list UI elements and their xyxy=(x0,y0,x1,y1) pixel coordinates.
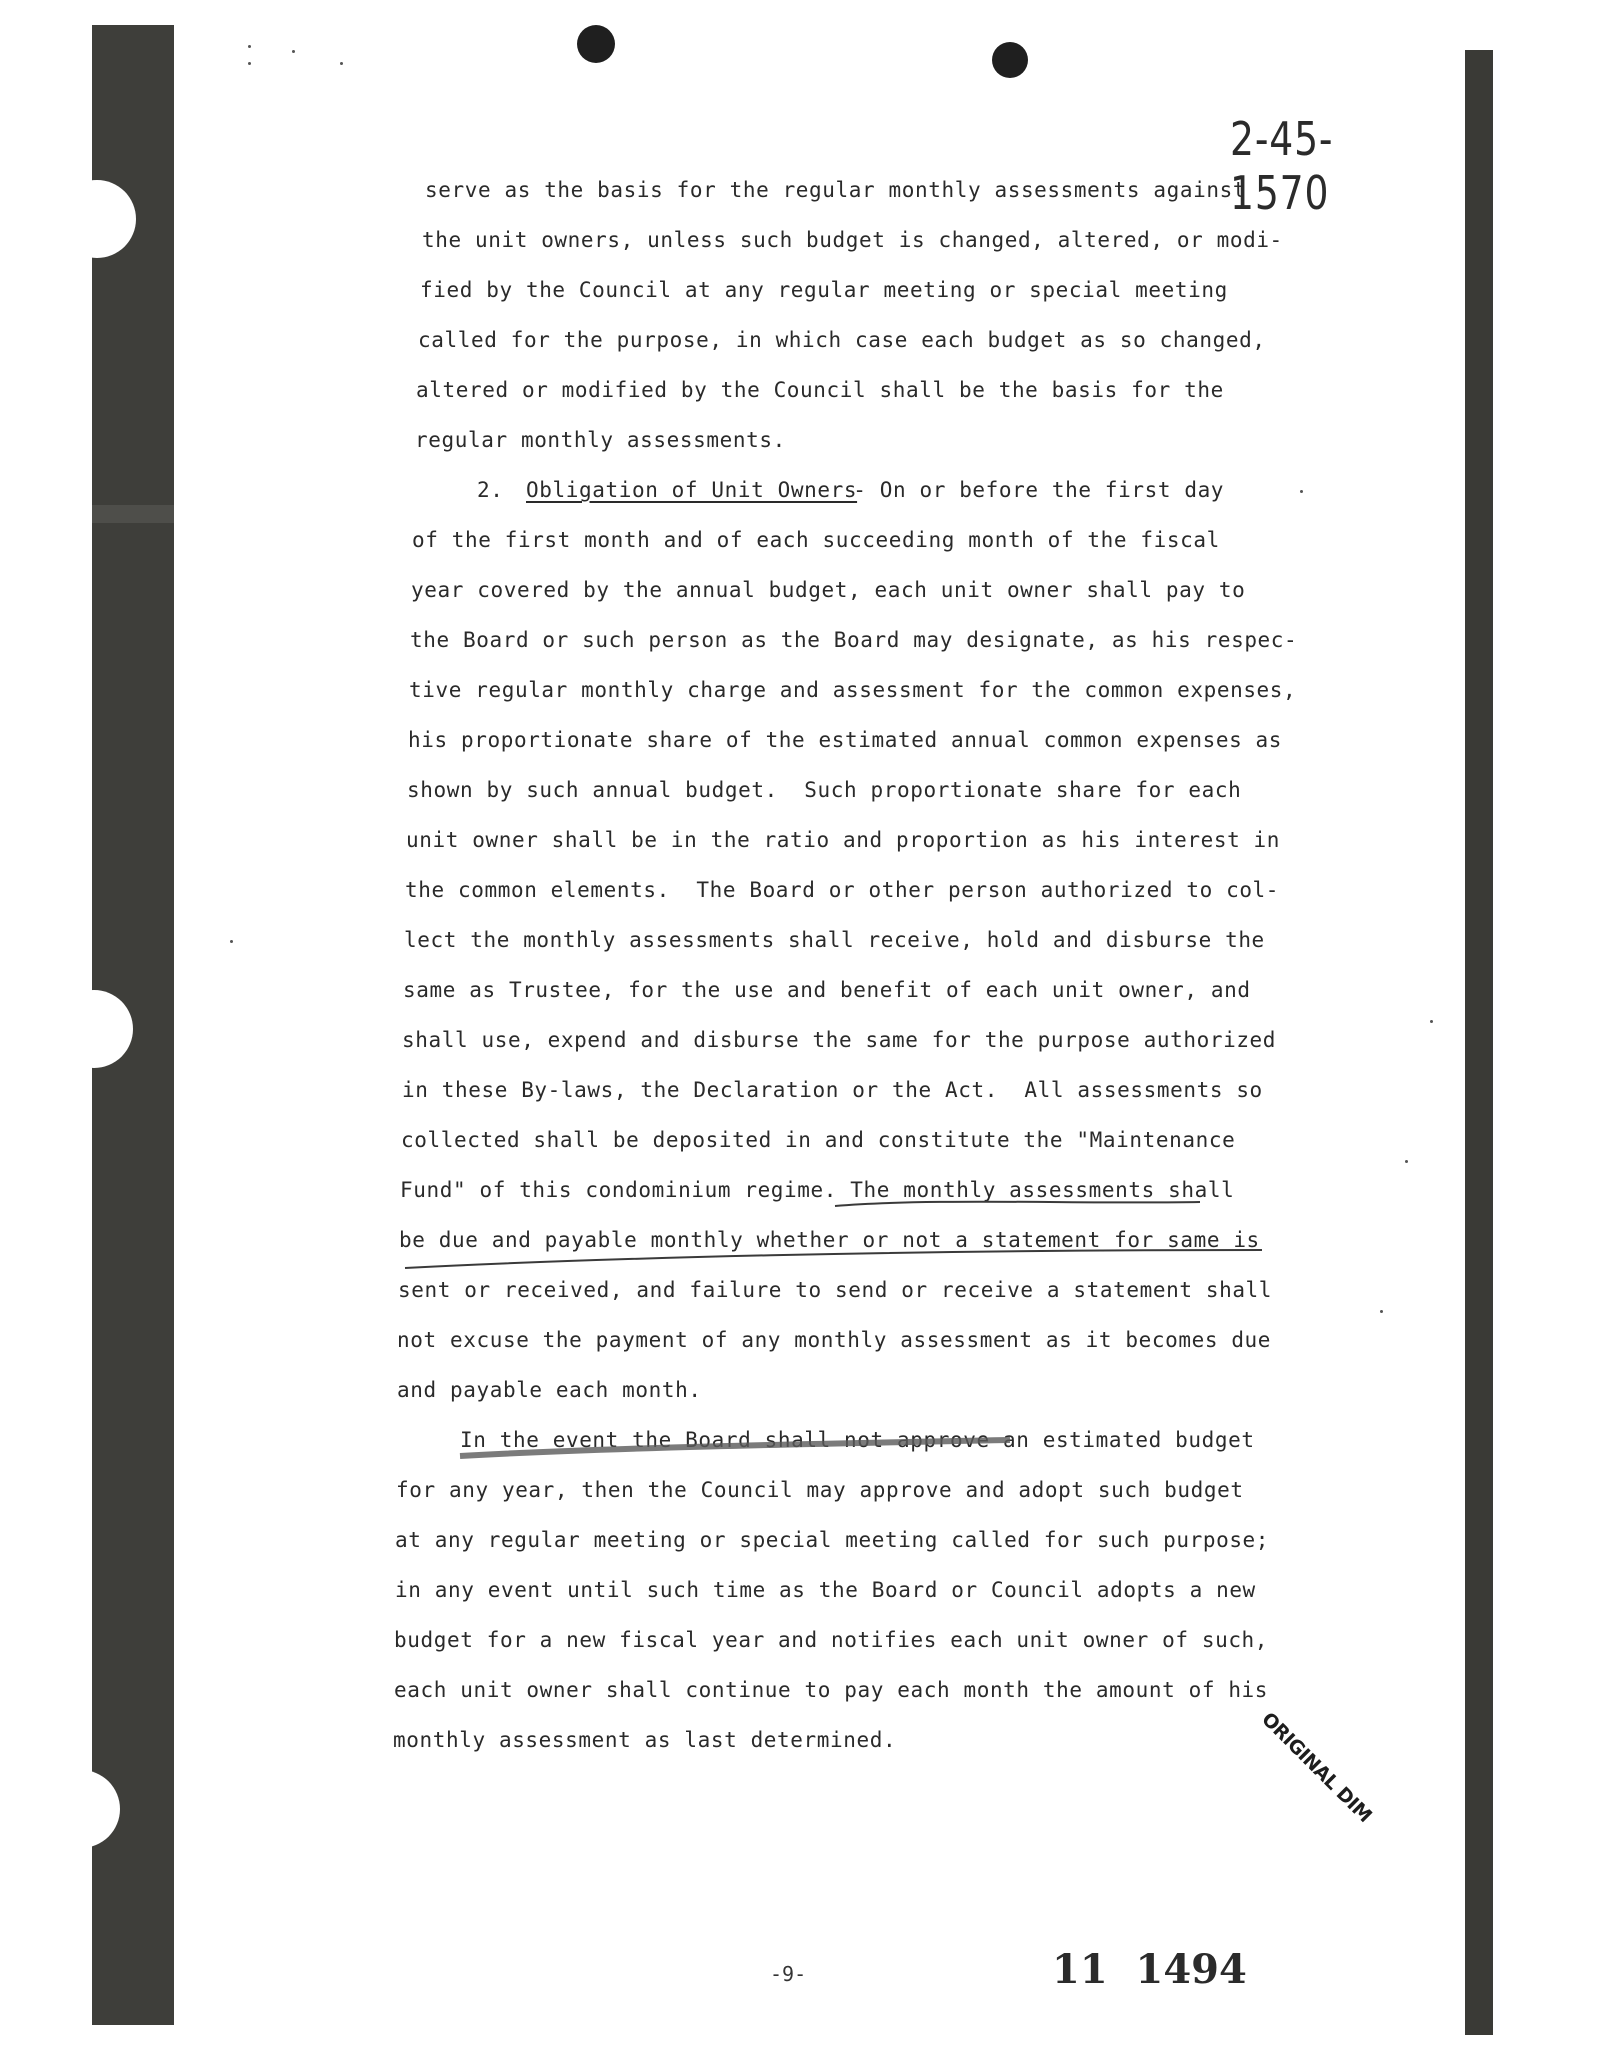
body-line: In the event the Board shall not approve an estimated budget xyxy=(460,1428,1255,1452)
body-line: regular monthly assessments. xyxy=(415,428,786,452)
body-line: serve as the basis for the regular monthly assessments against xyxy=(425,178,1247,202)
body-line: monthly assessment as last determined. xyxy=(393,1728,897,1752)
body-line: fied by the Council at any regular meeting or special meeting xyxy=(420,278,1228,302)
section-heading: Obligation of Unit Owners xyxy=(526,478,858,502)
body-line: the unit owners, unless such budget is changed, altered, or modi- xyxy=(422,228,1283,252)
original-stamp: ORIGINAL DIM xyxy=(1257,1708,1376,1827)
body-line: at any regular meeting or special meeting called for such purpose; xyxy=(395,1528,1270,1552)
page-number: -9- xyxy=(770,1962,807,1986)
book-page-number: 11 1494 xyxy=(1052,1946,1247,1993)
body-line: tive regular monthly charge and assessment for the common expenses, xyxy=(409,678,1297,702)
body-line: same as Trustee, for the use and benefit of each unit owner, and xyxy=(403,978,1251,1002)
body-line: collected shall be deposited in and constitute the "Maintenance xyxy=(401,1128,1236,1152)
body-line: in any event until such time as the Board or Council adopts a new xyxy=(395,1578,1256,1602)
body-line: his proportionate share of the estimated annual common expenses as xyxy=(408,728,1283,752)
body-line: for any year, then the Council may approve and adopt such budget xyxy=(396,1478,1244,1502)
body-line: be due and payable monthly whether or not a statement for same is xyxy=(399,1228,1260,1252)
body-line: the common elements. The Board or other person authorized to col- xyxy=(405,878,1280,902)
body-line: budget for a new fiscal year and notifies each unit owner of such, xyxy=(394,1628,1269,1652)
body-line: the Board or such person as the Board may designate, as his respec- xyxy=(410,628,1298,652)
section-number: 2. xyxy=(477,478,504,502)
body-line: each unit owner shall continue to pay each month the amount of his xyxy=(394,1678,1269,1702)
body-line: not excuse the payment of any monthly assessment as it becomes due xyxy=(397,1328,1272,1352)
body-line: of the first month and of each succeeding month of the fiscal xyxy=(412,528,1220,552)
body-line: called for the purpose, in which case each budget as so changed, xyxy=(418,328,1266,352)
document-number: 2-45-1570 xyxy=(1230,112,1334,220)
body-line: sent or received, and failure to send or receive a statement shall xyxy=(398,1278,1273,1302)
body-line: year covered by the annual budget, each unit owner shall pay to xyxy=(411,578,1246,602)
body-line: unit owner shall be in the ratio and proportion as his interest in xyxy=(406,828,1281,852)
body-line: shall use, expend and disburse the same for the purpose authorized xyxy=(402,1028,1277,1052)
body-line: altered or modified by the Council shall be the basis for the xyxy=(416,378,1224,402)
body-line: Fund" of this condominium regime. The monthly assessments shall xyxy=(400,1178,1235,1202)
body-line: shown by such annual budget. Such proportionate share for each xyxy=(407,778,1242,802)
body-line: in these By-laws, the Declaration or the Act. All assessments so xyxy=(402,1078,1263,1102)
body-line: and payable each month. xyxy=(397,1378,702,1402)
body-line: lect the monthly assessments shall receive, hold and disburse the xyxy=(404,928,1265,952)
body-line: - On or before the first day xyxy=(840,478,1225,502)
